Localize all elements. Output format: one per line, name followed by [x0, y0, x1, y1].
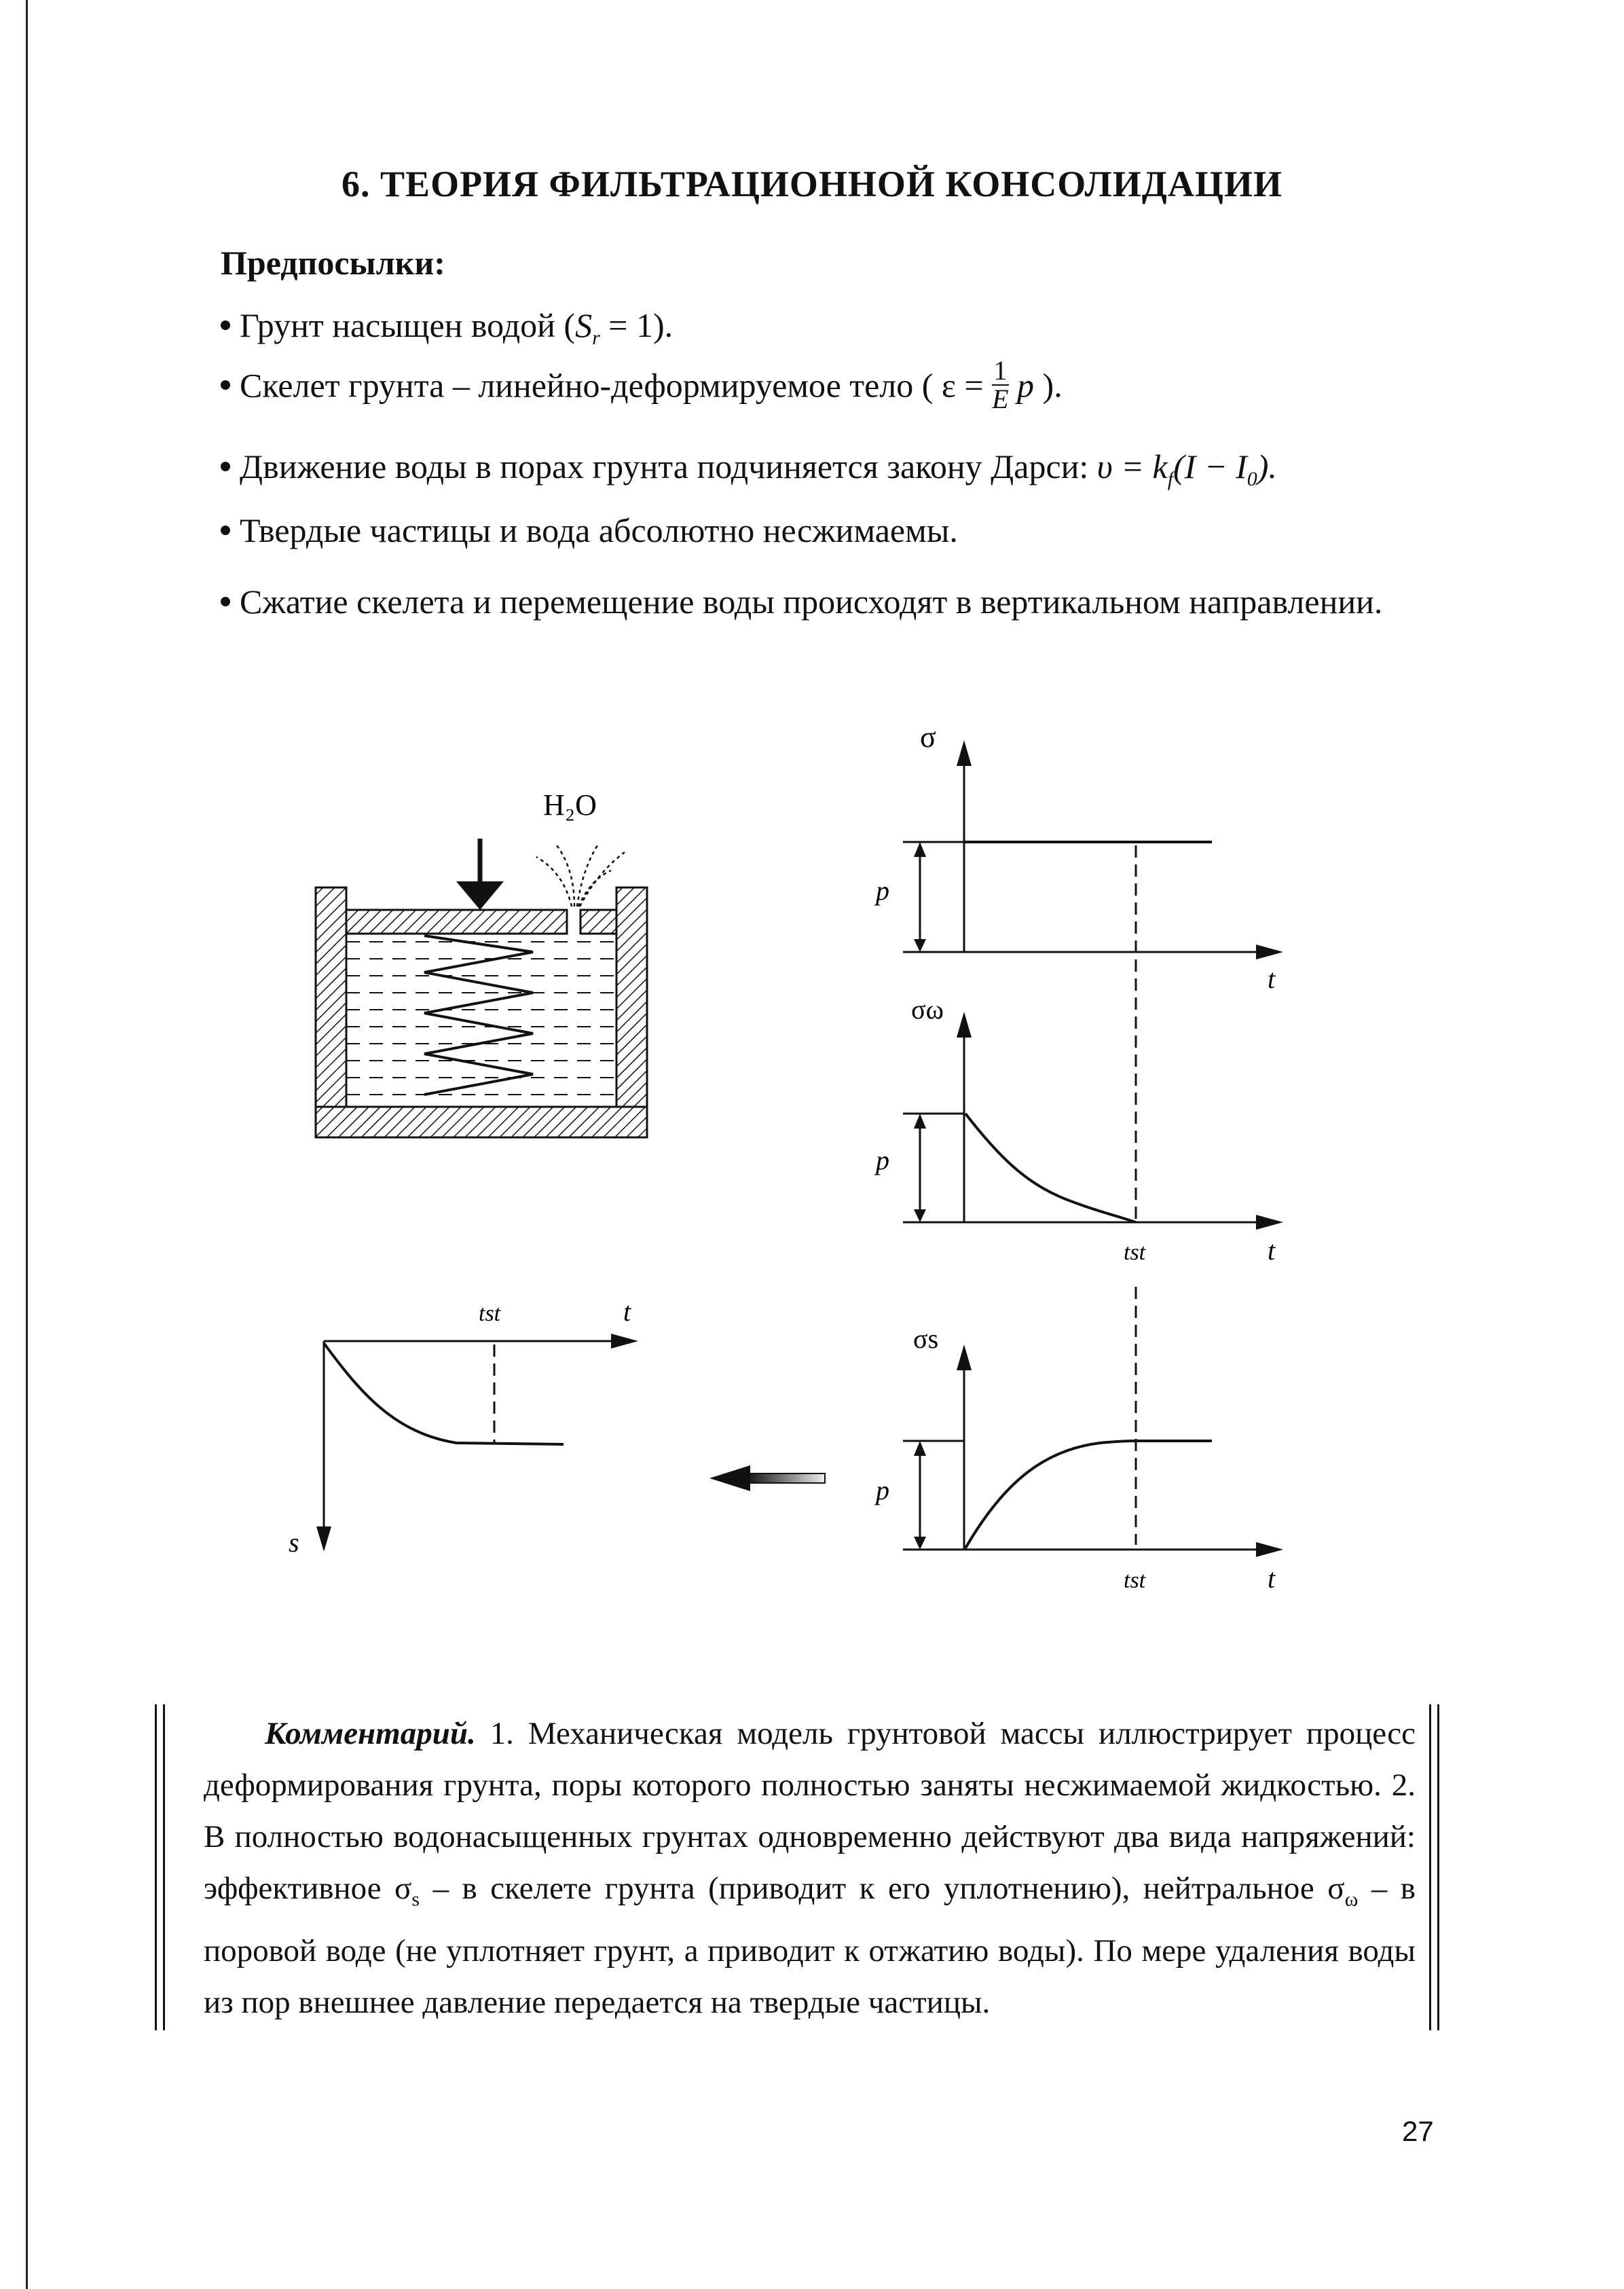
bullet-item-4: Твердые частицы и вода абсолютно несжимаемы. [221, 511, 958, 550]
comment-block [183, 1708, 1416, 2028]
fraction-1-over-E: $\frac{1}{E}$ [992, 355, 1009, 414]
x-axis-label: t [1268, 1563, 1276, 1594]
chart-pore-pressure [874, 994, 1283, 1266]
tst-label: tst [479, 1301, 501, 1326]
page-number: 27 [1402, 2115, 1434, 2147]
effective-stress-curve [965, 1441, 1212, 1548]
x-axis-arrow-icon [1256, 1215, 1283, 1230]
x-axis-arrow-icon [611, 1334, 638, 1349]
water-label: H₂O [543, 788, 597, 822]
pore-water [346, 934, 616, 1107]
y-axis-arrow-icon [957, 1012, 972, 1038]
p-label: p [876, 1475, 889, 1505]
y-axis-arrow-icon [957, 740, 972, 766]
container-right-wall [616, 887, 647, 1137]
chart-settlement [289, 1296, 638, 1558]
x-axis-arrow-icon [1256, 945, 1283, 959]
x-axis-label: t [1268, 1235, 1276, 1266]
container-bottom [316, 1107, 647, 1137]
water-spray-icon [536, 845, 625, 907]
comment-left-bar [155, 1704, 157, 2030]
bullet-item-5: Сжатие скелета и перемещение воды происходят в вертикальном направлении. [221, 582, 1382, 621]
darcy-formula: $\upsilon = k_f(I - I_0)$. [1096, 447, 1277, 490]
transfer-arrow-icon [709, 1465, 825, 1491]
piston [346, 910, 567, 934]
tst-label: tst [1124, 1568, 1146, 1593]
container-left-wall [316, 887, 346, 1137]
y-axis-label: s [289, 1527, 299, 1558]
comment-text: Комментарий. 1. Механическая модель грунтовой массы иллюстрирует процесс деформирования грунта, поры которого полностью заняты несжимаемой жидкостью. 2. В полностью водонасыщенных грунтах одновременно действуют два вида напряжений: эффективное $\sigma_s$ – в скелете грунта (приводит к его уплотнению), нейтральное $\sigma_\omega$ – в поровой воде (не уплотняет грунт, а приводит к отжатию воды). По мере удаления воды из пор внешнее давление передается на твердые частицы. [204, 1716, 1416, 2021]
mechanical-model [316, 788, 647, 1137]
page-title: 6. ТЕОРИЯ ФИЛЬТРАЦИОННОЙ КОНСОЛИДАЦИИ [342, 164, 1282, 204]
y-axis-arrow-icon [316, 1526, 331, 1552]
x-axis-label: t [1268, 964, 1276, 994]
bullet-item-3: Движение воды в порах грунта подчиняется закону Дарси: $\upsilon = k_f(I - I_0)$. [221, 447, 1277, 491]
bullet-item-1: Грунт насыщен водой $(S_r = 1)$. [221, 306, 673, 350]
y-axis-arrow-icon [957, 1344, 972, 1370]
settlement-curve [324, 1343, 564, 1444]
bullet-item-2: Скелет грунта – линейно-деформируемое тело ( ε = $\frac{1}{E}$ p ). [221, 361, 1063, 417]
section-subheading: Предпосылки: [221, 244, 445, 282]
chart-total-stress [874, 720, 1283, 994]
x-axis-arrow-icon [1256, 1542, 1283, 1557]
x-axis-label: t [623, 1296, 631, 1327]
comment-right-bar [1429, 1704, 1431, 2030]
tst-label: tst [1124, 1240, 1146, 1265]
pore-pressure-curve [965, 1114, 1136, 1222]
y-axis-label: σs [913, 1323, 939, 1354]
load-arrow-icon [456, 881, 504, 910]
comment-right-bar-2 [1437, 1704, 1439, 2030]
comment-left-bar-2 [163, 1704, 165, 2030]
p-label: p [876, 875, 889, 906]
y-axis-label: σ [920, 720, 936, 754]
y-axis-label: σω [911, 994, 944, 1025]
p-label: p [876, 1145, 889, 1175]
chart-effective-stress [874, 1323, 1283, 1594]
piston-right-part [580, 910, 616, 934]
